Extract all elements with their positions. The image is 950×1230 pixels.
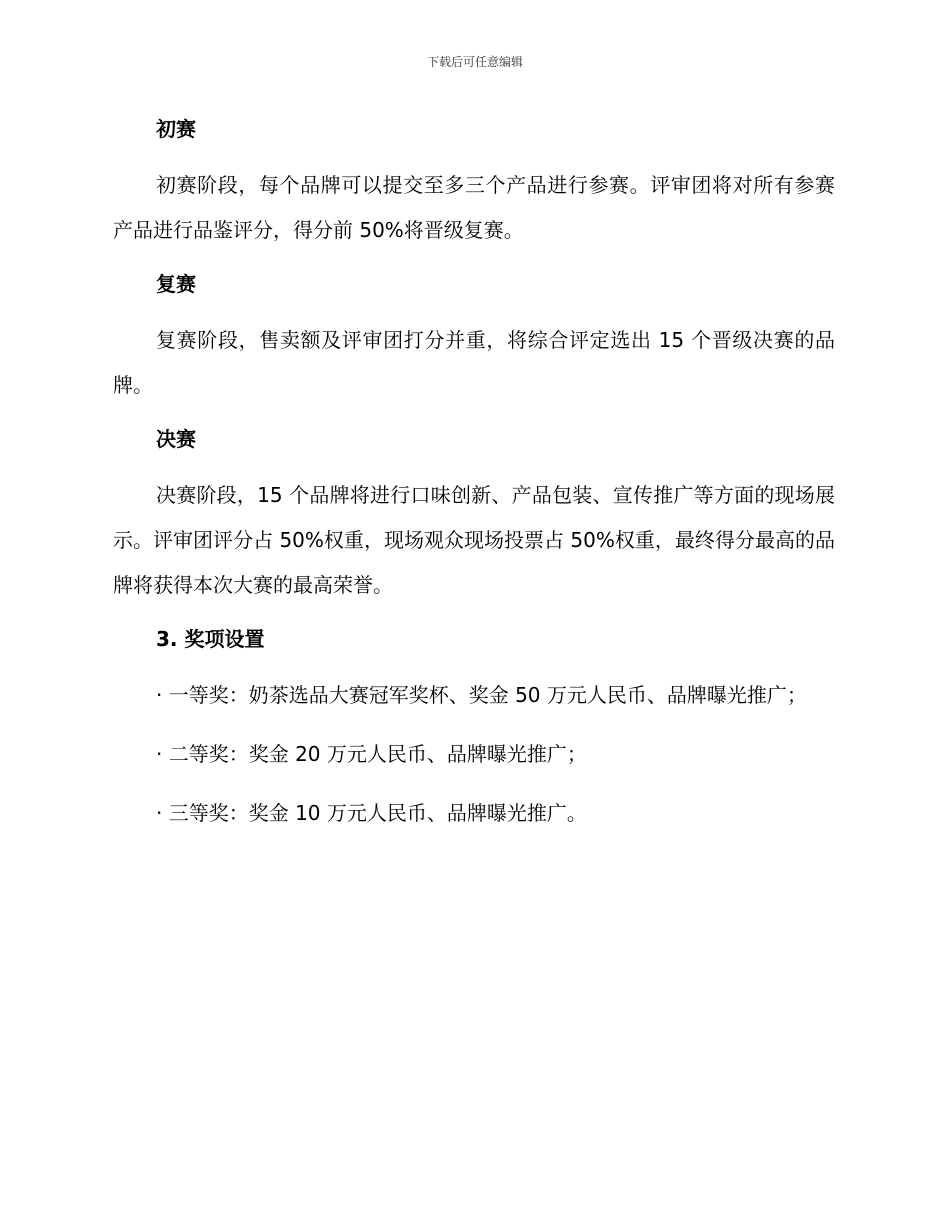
section-body-semifinal: 复赛阶段，售卖额及评审团打分并重，将综合评定选出 15 个晋级决赛的品牌。 [113,328,835,397]
section-heading-final: 决赛 [156,427,196,451]
document-content [113,112,835,836]
section-heading-preliminary: 初赛 [156,117,196,141]
award-item-third: · 三等奖：奖金 10 万元人民币、品牌曝光推广。 [156,801,587,825]
section-heading-awards: 3. 奖项设置 [156,627,265,651]
page-header-note: 下载后可任意编辑 [426,55,523,69]
section-body-final: 决赛阶段，15 个品牌将进行口味创新、产品包装、宣传推广等方面的现场展示。评审团评分占 50%权重，现场观众现场投票占 50%权重，最终得分最高的品牌将获得本次大赛的最高荣誉。 [113,483,835,597]
award-item-first: · 一等奖：奶茶选品大赛冠军奖杯、奖金 50 万元人民币、品牌曝光推广； [156,683,807,707]
award-item-second: · 二等奖：奖金 20 万元人民币、品牌曝光推广； [156,742,587,766]
section-body-preliminary: 初赛阶段，每个品牌可以提交至多三个产品进行参赛。评审团将对所有参赛产品进行品鉴评分，得分前 50%将晋级复赛。 [113,173,835,242]
section-heading-semifinal: 复赛 [156,272,196,296]
